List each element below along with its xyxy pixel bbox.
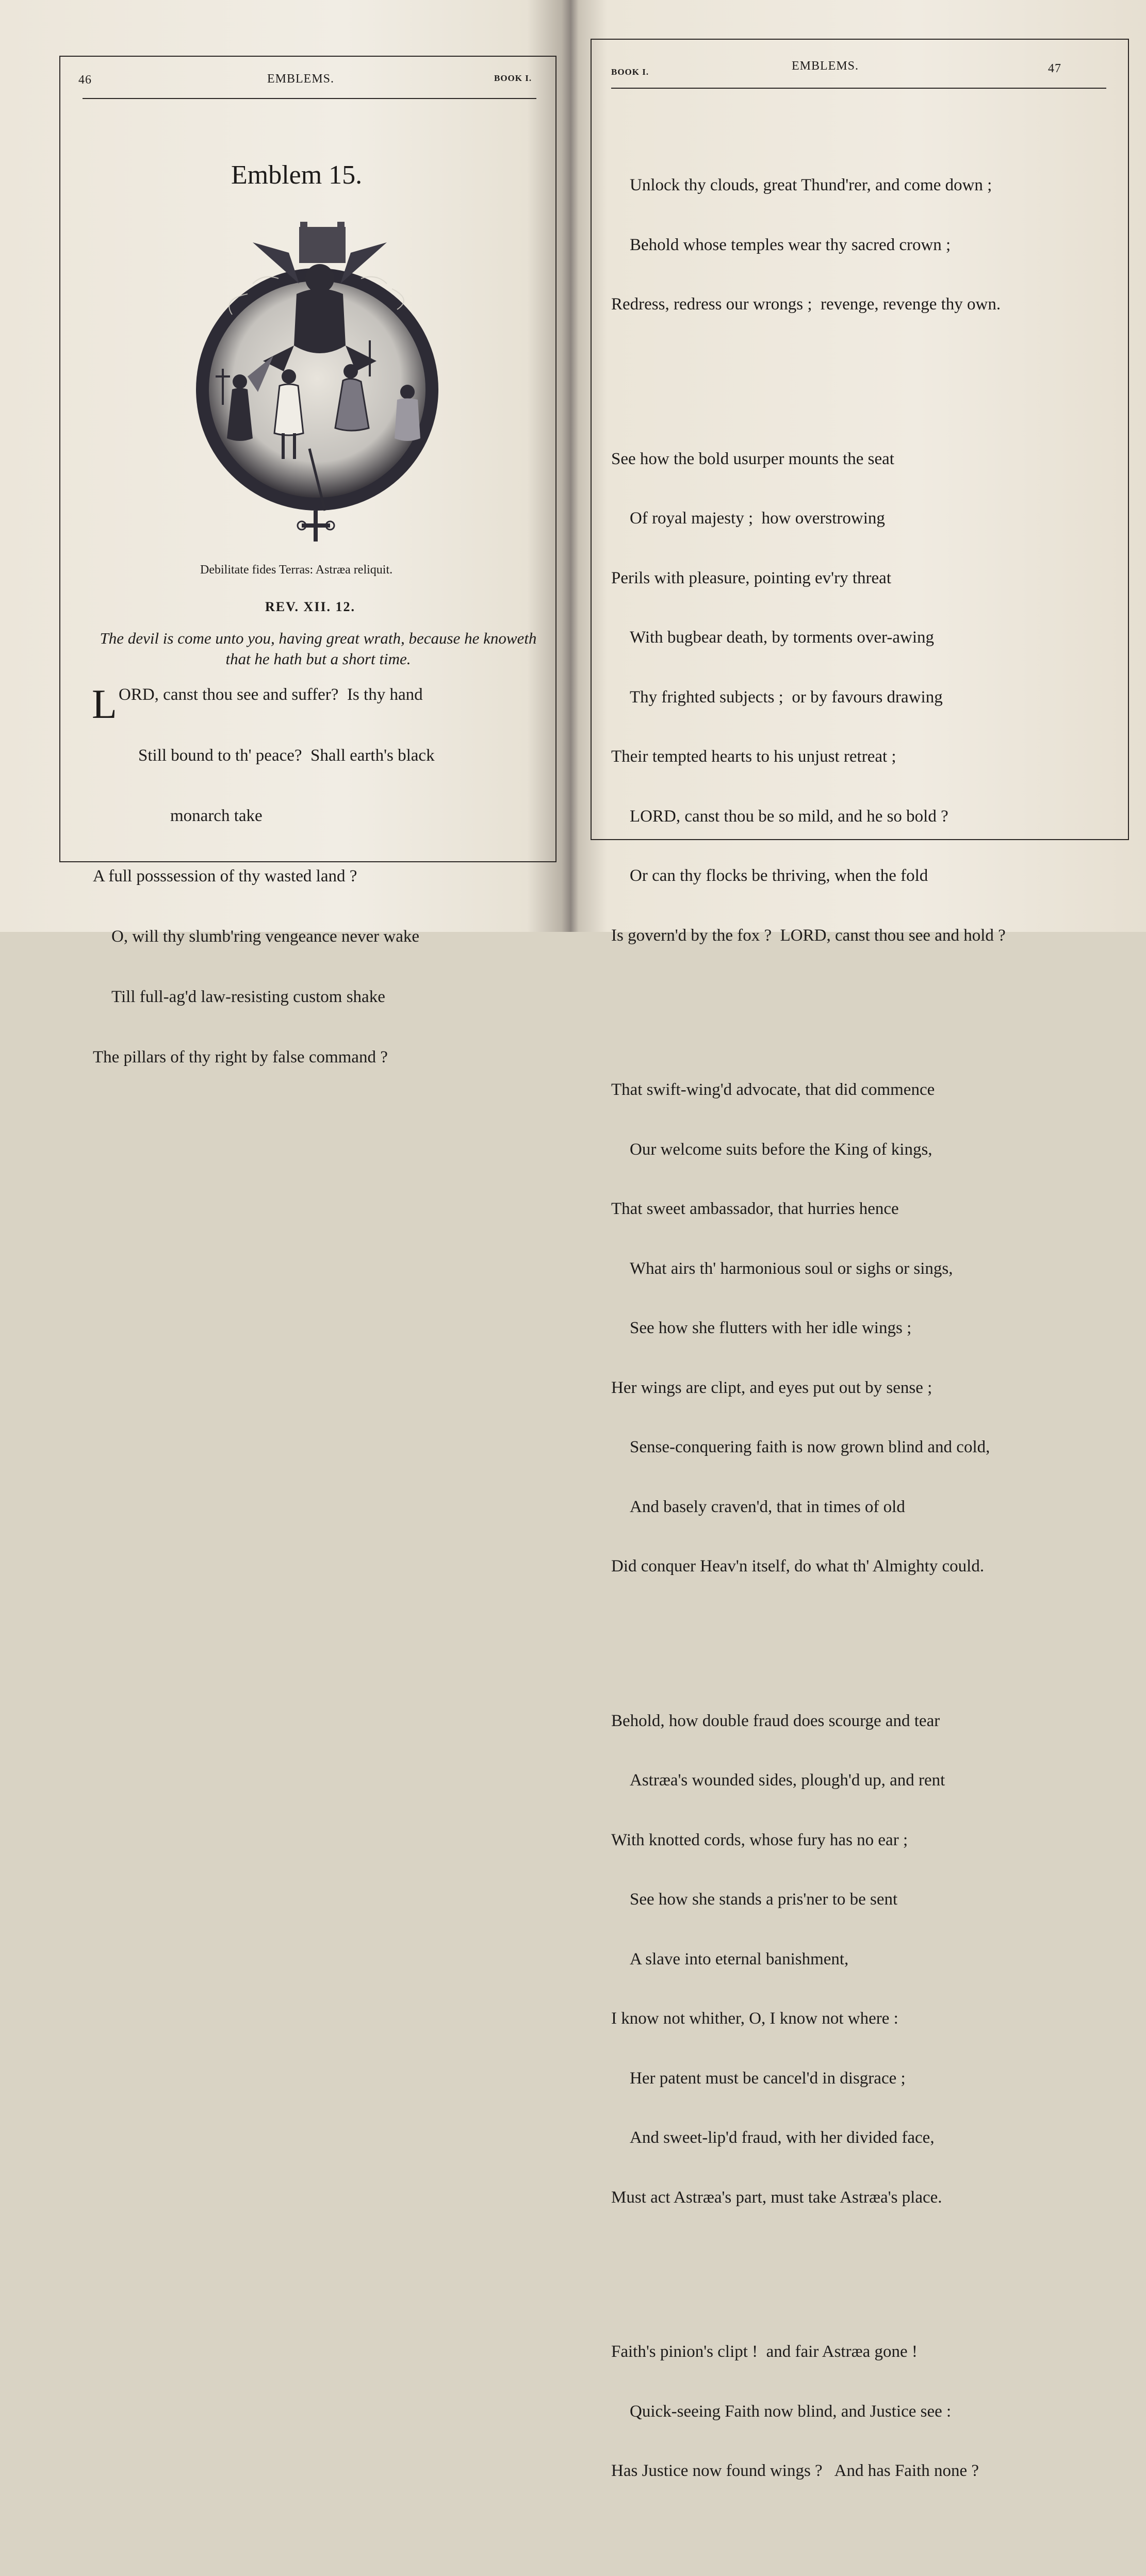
poem-line: Sense-conquering faith is now grown blind and cold,: [630, 1438, 990, 1456]
poem-line: And basely craven'd, that in times of old: [630, 1497, 905, 1516]
stanza: [611, 409, 1006, 986]
poem-line: Their tempted hearts to his unjust retreat ;: [611, 747, 896, 766]
poem-line: Or can thy flocks be thriving, when the fold: [630, 866, 928, 885]
poem-line: Has Justice now found wings ? And has Faith none ?: [611, 2462, 979, 2480]
left-page-number: 46: [78, 73, 92, 87]
stanza: [611, 136, 1006, 354]
poem-line: A slave into eternal banishment,: [630, 1949, 849, 1968]
right-running-head: EMBLEMS.: [792, 59, 859, 73]
poem-line: Unlock thy clouds, great Thund'rer, and come down ;: [630, 176, 992, 194]
poem-line: That swift-wing'd advocate, that did commence: [611, 1080, 935, 1099]
poem-line: Quick-seeing Faith now blind, and Justice see :: [630, 2402, 952, 2421]
poem-line: Still bound to th' peace? Shall earth's black: [138, 746, 435, 765]
left-running-head: EMBLEMS.: [267, 72, 335, 86]
left-page: [0, 0, 562, 1067]
poem-line: Must act Astræa's part, must take Astræa's place.: [611, 2188, 942, 2207]
poem-line: Our welcome suits before the King of kings,: [630, 1140, 932, 1159]
left-poem: [93, 705, 435, 1108]
poem-line: Her wings are clipt, and eyes put out by sense ;: [611, 1378, 932, 1397]
emblem-motto: Debilitate fides Terras: Astræa reliquit.: [200, 563, 393, 577]
poem-line: Faith's pinion's clipt ! and fair Astræa gone !: [611, 2342, 918, 2361]
left-header-rule: [83, 98, 536, 99]
poem-line: LORD, canst thou be so mild, and he so bold ?: [630, 807, 948, 826]
stanza: [611, 2302, 1006, 2521]
poem-line: monarch take: [170, 807, 263, 825]
poem-line: See how the bold usurper mounts the seat: [611, 449, 894, 468]
right-page-number: 47: [1048, 62, 1061, 75]
poem-line: The pillars of thy right by false command ?: [93, 1048, 388, 1067]
stanza: [611, 1040, 1006, 1616]
poem-line: Did conquer Heav'n itself, do what th' Almighty could.: [611, 1557, 985, 1576]
right-book-label: BOOK I.: [611, 67, 649, 77]
poem-line: See how she stands a pris'ner to be sent: [630, 1890, 898, 1909]
poem-line: Behold, how double fraud does scourge and tear: [611, 1711, 940, 1730]
poem-line: With bugbear death, by torments over-awing: [630, 628, 935, 647]
stanza: [611, 1671, 1006, 2247]
poem-line: Thy frighted subjects ; or by favours drawing: [630, 687, 943, 707]
poem-line: Behold whose temples wear thy sacred crown ;: [630, 235, 951, 254]
poem-first-line: ORD, canst thou see and suffer? Is thy hand: [119, 685, 423, 704]
poem-line: And sweet-lip'd fraud, with her divided face,: [630, 2128, 935, 2147]
poem-line: Astræa's wounded sides, plough'd up, and rent: [630, 1771, 945, 1790]
poem-line: Her patent must be cancel'd in disgrace ;: [630, 2069, 906, 2088]
poem-line: Is govern'd by the fox ? LORD, canst thou see and hold ?: [611, 926, 1006, 945]
poem-line: What airs th' harmonious soul or sighs or sings,: [630, 1259, 953, 1278]
poem-line: See how she flutters with her idle wings ;: [630, 1319, 912, 1337]
poem-line: I know not whither, O, I know not where :: [611, 2009, 898, 2028]
poem-line: Of royal majesty ; how overstrowing: [630, 509, 885, 528]
right-page: [565, 0, 1146, 2480]
emblem-title: Emblem 15.: [231, 160, 363, 190]
poem-line: Till full-ag'd law-resisting custom shake: [111, 988, 385, 1006]
poem-line: Perils with pleasure, pointing ev'ry threat: [611, 568, 891, 587]
drop-cap: L: [92, 682, 117, 727]
left-book-label: BOOK I.: [494, 73, 532, 83]
right-poem: [611, 96, 1006, 2576]
emblem-engraving: [191, 222, 449, 547]
poem-line: With knotted cords, whose fury has no ear ;: [611, 1830, 908, 1849]
scripture-quote: The devil is come unto you, having great wrath, because he knoweth that he hath but a short time.: [100, 629, 537, 668]
scripture-reference: REV. XII. 12.: [265, 599, 356, 614]
poem-line: That sweet ambassador, that hurries hence: [611, 1200, 899, 1218]
right-header-rule: [611, 88, 1106, 89]
poem-line: Redress, redress our wrongs ; revenge, revenge thy own.: [611, 295, 1001, 314]
poem-line: O, will thy slumb'ring vengeance never wake: [111, 927, 420, 946]
poem-line: A full posssession of thy wasted land ?: [93, 867, 357, 885]
